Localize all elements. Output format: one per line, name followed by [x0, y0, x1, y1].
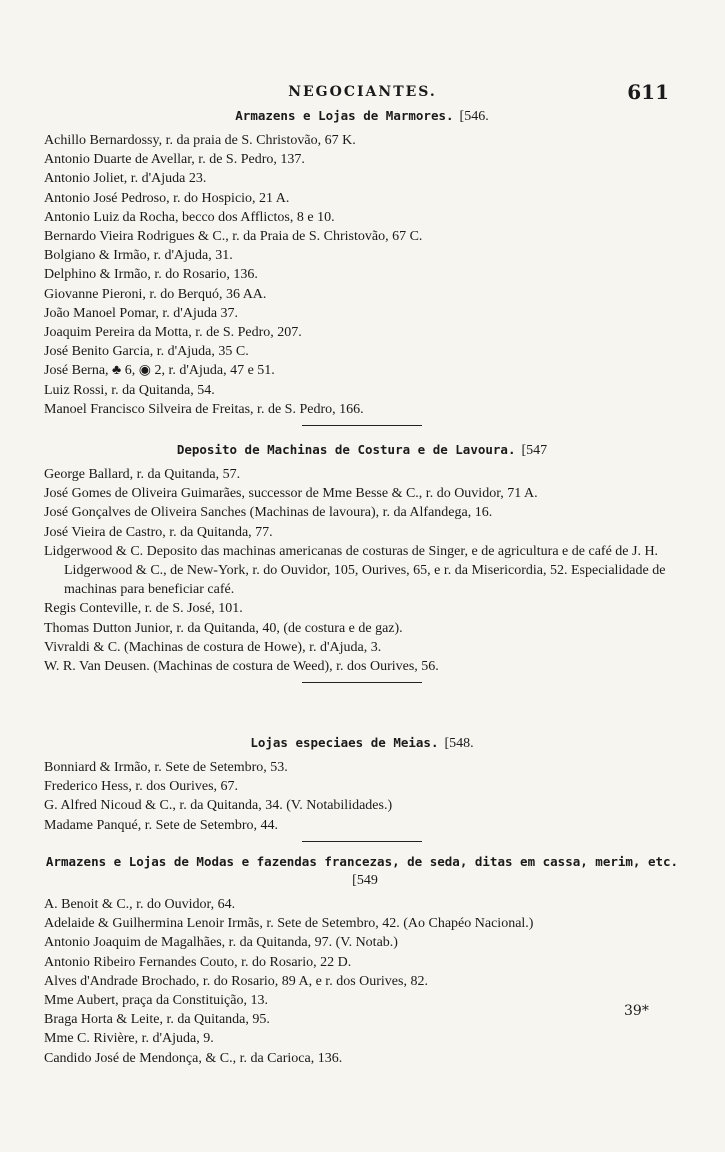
section-heading — [44, 106, 680, 131]
section-heading — [44, 733, 680, 758]
section-meias — [44, 733, 680, 850]
list-item: W. R. Van Deusen. (Machinas de costura de Weed), r. dos Ourives, 56. — [44, 659, 439, 675]
list-item: José Gonçalves de Oliveira Sanches (Machinas de lavoura), r. da Alfandega, 16. — [44, 505, 493, 521]
list-item: Bonniard & Irmão, r. Sete de Setembro, 53. — [44, 760, 288, 775]
list-item: Candido José de Mendonça, & C., r. da Carioca, 136. — [44, 1050, 343, 1066]
section-title: Lojas especiaes de Meias. — [250, 735, 439, 750]
list-item: José Gomes de Oliveira Guimarães, successor de Mme Besse & C., r. do Ouvidor, 71 A. — [44, 486, 538, 502]
section-machinas — [44, 440, 680, 691]
section-divider — [302, 682, 422, 683]
list-item: Antonio Ribeiro Fernandes Couto, r. do Rosario, 22 D. — [44, 954, 352, 970]
section-ref: [546. — [459, 109, 489, 124]
section-title: Armazens e Lojas de Marmores. — [235, 108, 454, 123]
list-item: Mme Aubert, praça da Constituição, 13. — [44, 993, 268, 1009]
list-item: Adelaide & Guilhermina Lenoir Irmãs, r. Sete de Setembro, 42. (Ao Chapéo Nacional.) — [44, 916, 534, 932]
signature-mark: 39* — [624, 1003, 649, 1019]
section-title: Deposito de Machinas de Costura e de Lavoura. — [176, 442, 516, 457]
list-item: João Manoel Pomar, r. d'Ajuda 37. — [44, 305, 239, 321]
list-item: Antonio Joliet, r. d'Ajuda 23. — [44, 171, 207, 187]
list-item: José Vieira de Castro, r. da Quitanda, 77. — [44, 524, 273, 540]
section-ref: [547 — [521, 443, 548, 458]
list-item: Braga Horta & Leite, r. da Quitanda, 95. — [44, 1012, 270, 1028]
list-item: A. Benoit & C., r. do Ouvidor, 64. — [44, 897, 236, 912]
list-item: Vivraldi & C. (Machinas de costura de Howe), r. d'Ajuda, 3. — [44, 639, 382, 655]
list-item: G. Alfred Nicoud & C., r. da Quitanda, 34. (V. Notabilidades.) — [44, 798, 393, 814]
section-ref: [548. — [444, 736, 474, 751]
running-header: NEGOCIANTES. — [288, 84, 437, 100]
list-item: Delphino & Irmão, r. do Rosario, 136. — [44, 267, 258, 283]
page-number: 611 — [627, 80, 669, 104]
list-item: Mme C. Rivière, r. d'Ajuda, 9. — [44, 1031, 214, 1047]
list-item: George Ballard, r. da Quitanda, 57. — [44, 467, 241, 482]
list-item: Bolgiano & Irmão, r. d'Ajuda, 31. — [44, 248, 233, 264]
section-title: Armazens e Lojas de Modas e fazendas francezas, de seda, ditas em cassa, merim, etc. — [45, 854, 679, 869]
section-marmores — [44, 106, 680, 434]
list-item: Achillo Bernardossy, r. da praia de S. Christovão, 67 K. — [44, 133, 356, 148]
list-item: José Benito Garcia, r. d'Ajuda, 35 C. — [44, 344, 249, 360]
section-heading — [44, 852, 680, 895]
section-modas — [44, 852, 680, 1068]
list-item: Antonio Duarte de Avellar, r. de S. Pedro, 137. — [44, 152, 305, 168]
list-item: José Berna, ♣ 6, ◉ 2, r. d'Ajuda, 47 e 51. — [44, 363, 275, 379]
section-heading — [44, 440, 680, 465]
list-item: Bernardo Vieira Rodrigues & C., r. da Praia de S. Christovão, 67 C. — [44, 229, 423, 245]
list-item: Joaquim Pereira da Motta, r. de S. Pedro, 207. — [44, 325, 302, 341]
list-item: Frederico Hess, r. dos Ourives, 67. — [44, 779, 239, 795]
list-item: Luiz Rossi, r. da Quitanda, 54. — [44, 382, 215, 398]
list-item: Thomas Dutton Junior, r. da Quitanda, 40, (de costura e de gaz). — [44, 620, 403, 636]
section-divider — [302, 425, 422, 426]
list-item: Madame Panqué, r. Sete de Setembro, 44. — [44, 817, 279, 833]
list-item: Lidgerwood & C. Deposito das machinas americanas de costuras de Singer, e de agricultura e de café de J. H. Lidgerwood & C., de New-York, r. do Ouvidor, 105, Ourives, 65, e r. da Misericordia, 52. Especialidade de machinas para beneficiar café. — [44, 543, 666, 598]
list-item: Regis Conteville, r. de S. José, 101. — [44, 601, 243, 617]
section-divider — [302, 841, 422, 842]
list-item: Giovanne Pieroni, r. do Berquó, 36 AA. — [44, 286, 267, 302]
section-ref: [549 — [352, 873, 378, 888]
list-item: Manoel Francisco Silveira de Freitas, r. de S. Pedro, 166. — [44, 401, 364, 417]
list-item: Antonio José Pedroso, r. do Hospicio, 21 A. — [44, 190, 290, 206]
list-item: Antonio Luiz da Rocha, becco dos Afflictos, 8 e 10. — [44, 209, 335, 225]
list-item: Antonio Joaquim de Magalhães, r. da Quitanda, 97. (V. Notab.) — [44, 935, 398, 951]
list-item: Alves d'Andrade Brochado, r. do Rosario, 89 A, e r. dos Ourives, 82. — [44, 973, 428, 989]
